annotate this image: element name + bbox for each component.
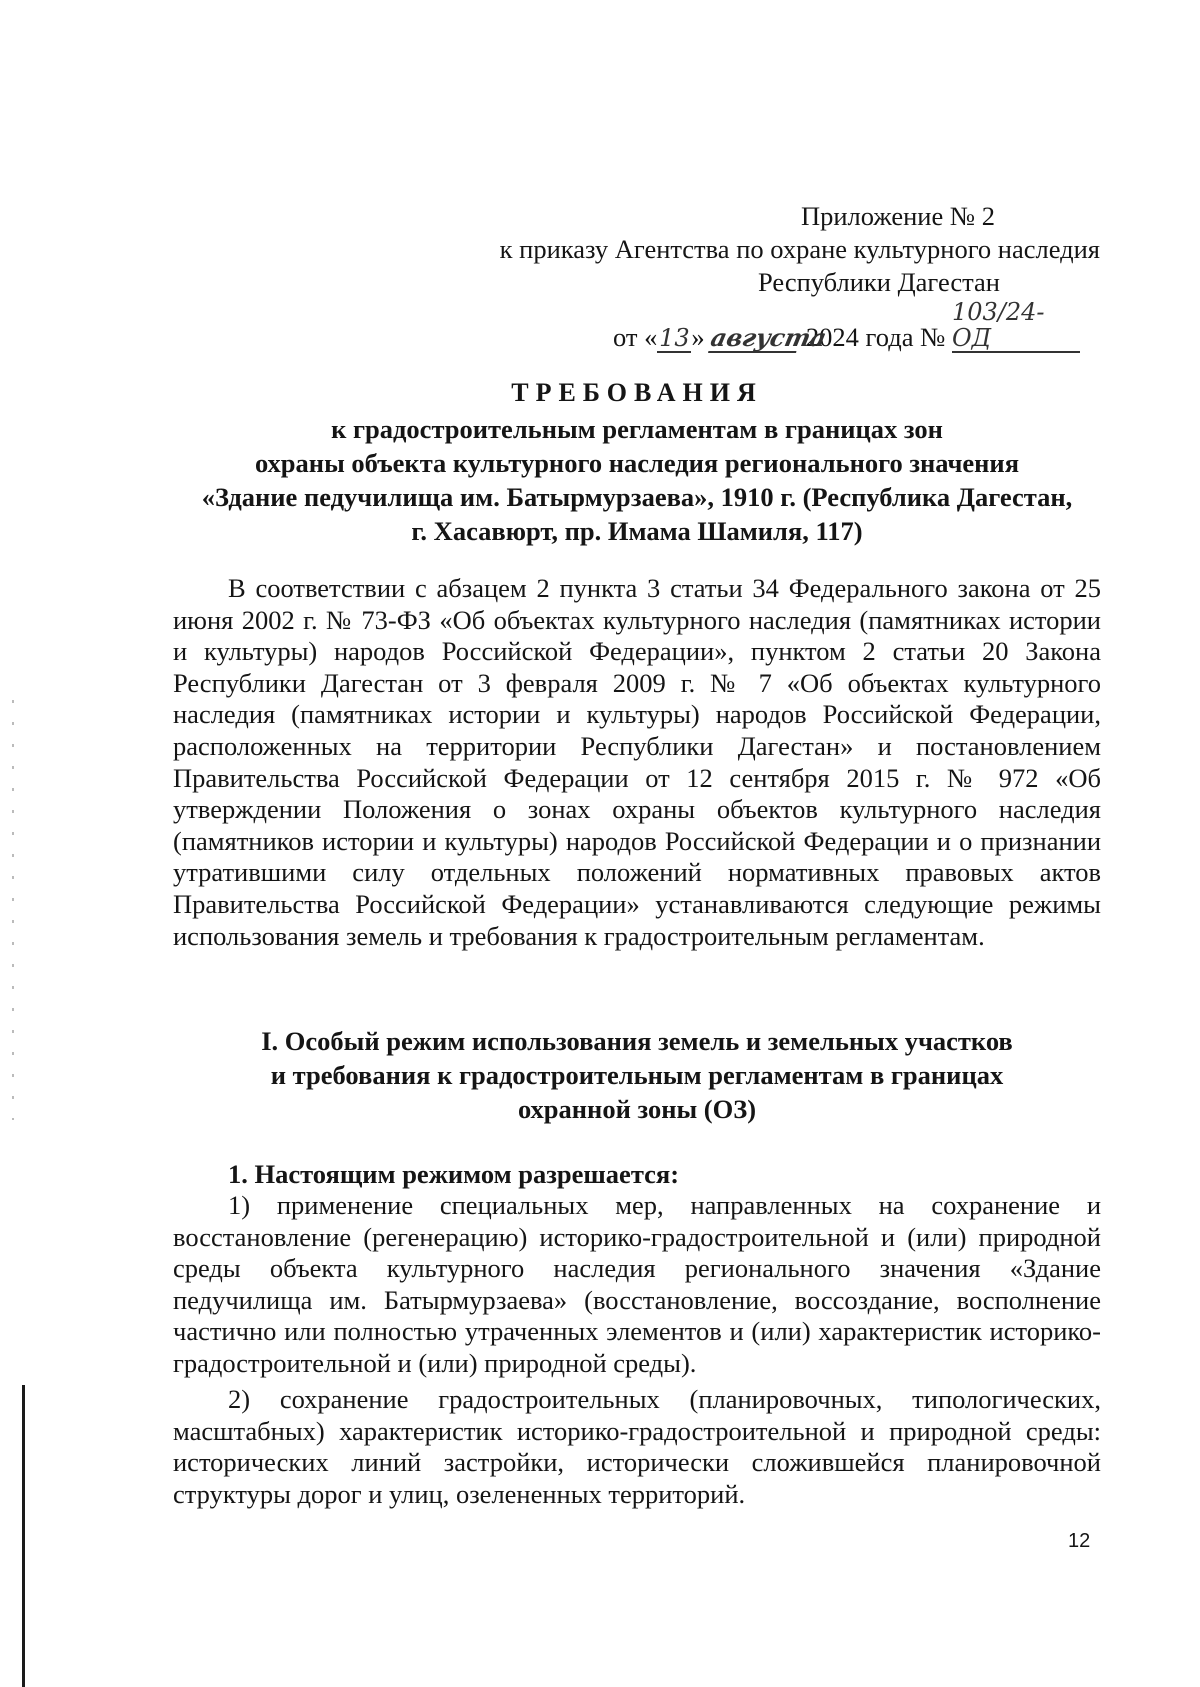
annex-number: Приложение № 2 [800, 201, 995, 231]
list-item: 1) применение специальных мер, направленных на сохранение и восстановление (регенерацию) историко-градостроительной и (или) природной среды объекта культурного наследия регионального значения «Здание педучилища им. Батырмурзаева» (восстановление, воссоздание, восполнение частично или полностью утраченных элементов и (или) характеристик историко-градостроительной и (или) природной среды). [173, 1190, 1101, 1378]
date-mid: » [691, 322, 705, 352]
handwritten-order-number: 103/24-ОД [952, 299, 1080, 353]
page-number: 12 [1068, 1530, 1091, 1552]
subsection-heading: 1. Настоящим режимом разрешается: [228, 1159, 680, 1189]
list-item: 2) сохранение градостроительных (планировочных, типологических, масштабных) характеристик историко-градостроительной и природной среды: исторических линий застройки, исторически сложившейся планировочной структуры дорог и улиц, озелененных территорий. [173, 1384, 1101, 1509]
annex-republic: Республики Дагестан [758, 267, 1000, 297]
section-title-line: охранной зоны (ОЗ) [517, 1094, 757, 1124]
subtitle-line: к градостроительным регламентам в границах зон [331, 414, 943, 444]
annex-header [380, 200, 1100, 354]
section-title [173, 1024, 1101, 1126]
date-year: 2024 года № [805, 322, 946, 352]
annex-date-line [380, 299, 1100, 354]
subtitle-line: г. Хасавюрт, пр. Имама Шамиля, 117) [411, 516, 863, 546]
scan-edge-line [22, 1385, 25, 1687]
subtitle-line: охраны объекта культурного наследия регионального значения [254, 448, 1020, 478]
section-title-line: и требования к градостроительным регламентам в границах [270, 1060, 1004, 1090]
intro-paragraph: В соответствии с абзацем 2 пункта 3 статьи 34 Федерального закона от 25 июня 2002 г. № 73-ФЗ «Об объектах культурного наследия (памятниках истории и культуры) народов Российской Федерации», пунктом 2 статьи 20 Закона Республики Дагестан от 3 февраля 2009 г. № 7 «Об объектах культурного наследия (памятниках истории и культуры) народов Российской Федерации, расположенных на территории Республики Дагестан» и постановлением Правительства Российской Федерации от 12 сентября 2015 г. № 972 «Об утверждении Положения о зонах охраны объектов культурного наследия (памятников истории и культуры) народов Российской Федерации и о признании утратившими силу отдельных положений нормативных правовых актов Правительства Российской Федерации» устанавливаются следующие режимы использования земель и требования к градостроительным регламентам. [173, 573, 1101, 951]
scan-noise [12, 700, 14, 1120]
section-title-line: I. Особый режим использования земель и земельных участков [261, 1026, 1013, 1056]
document-title: ТРЕБОВАНИЯ [511, 378, 763, 407]
document-subtitle [173, 412, 1101, 548]
handwritten-month: августа [708, 323, 830, 352]
date-prefix: от « [613, 322, 658, 352]
subtitle-line: «Здание педучилища им. Батырмурзаева», 1910 г. (Республика Дагестан, [201, 482, 1073, 512]
annex-order-reference: к приказу Агентства по охране культурного наследия [499, 234, 1100, 264]
handwritten-day: 13 [659, 324, 690, 352]
